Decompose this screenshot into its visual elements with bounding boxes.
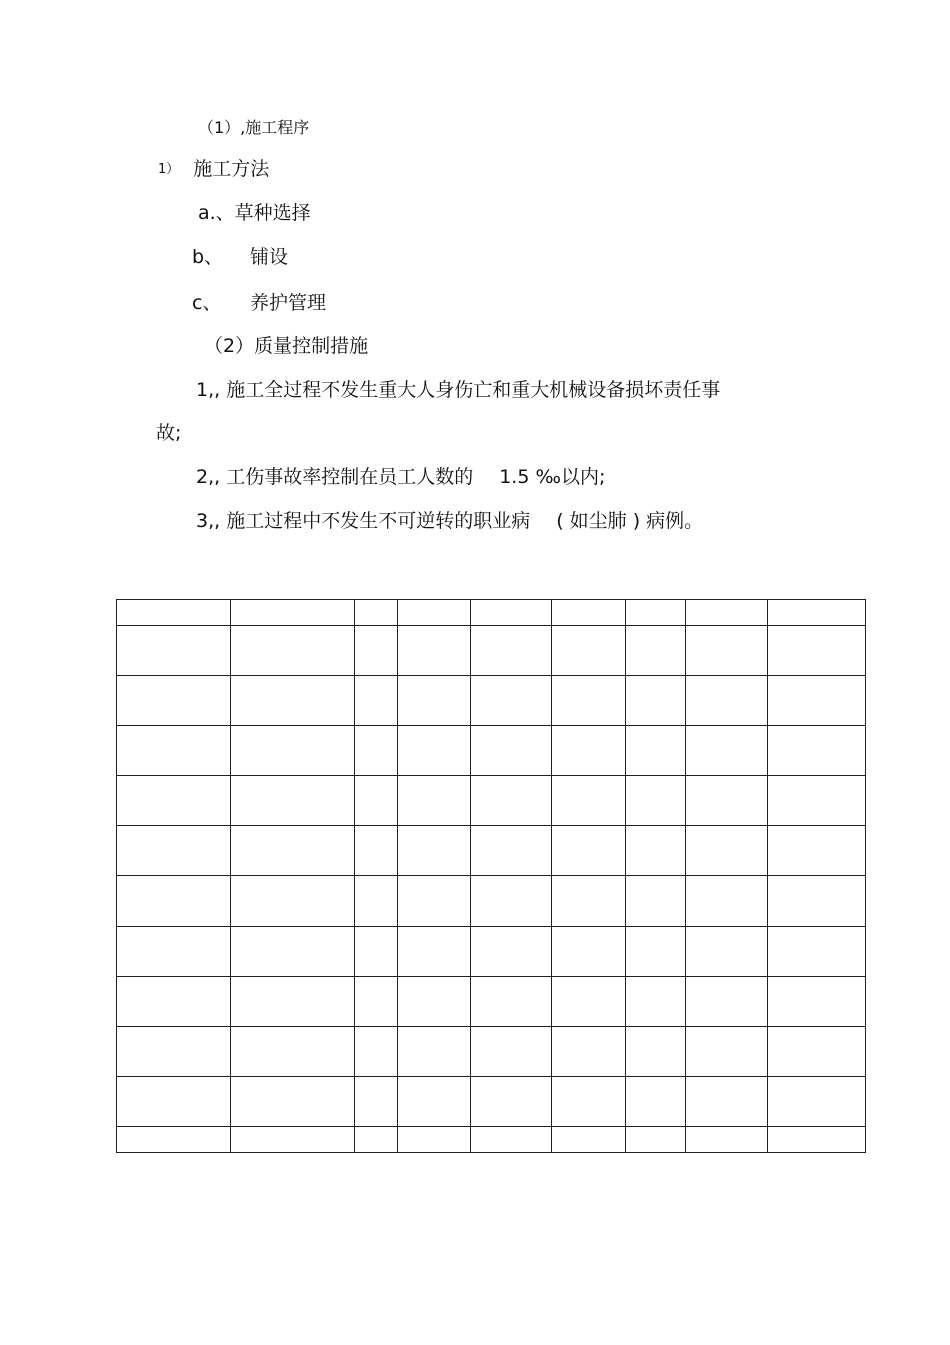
table-cell (231, 726, 355, 776)
table-cell (117, 600, 231, 626)
measure-2 (196, 468, 605, 487)
measure-1-line-1: 1,, 施工全过程不发生重大人身伤亡和重大机械设备损坏责任事 (196, 379, 721, 401)
table-cell (552, 1027, 626, 1077)
table-cell (686, 776, 768, 826)
table-cell (471, 676, 552, 726)
table-cell (355, 927, 398, 977)
table-row (117, 600, 866, 626)
measure-2-rate: 1.5 ‰以内; (499, 466, 606, 488)
table-row (117, 826, 866, 876)
item-grass-selection: a.、草种选择 (198, 202, 311, 224)
measure-3-example: ( 如尘肺 ) 病例。 (556, 510, 704, 532)
table-cell (552, 977, 626, 1027)
table-row (117, 626, 866, 676)
table-cell (231, 1077, 355, 1127)
table-cell (626, 1077, 686, 1127)
table-cell (626, 927, 686, 977)
item-maintenance (192, 294, 326, 313)
table-cell (355, 600, 398, 626)
table-cell (117, 626, 231, 676)
table-cell (471, 927, 552, 977)
table-cell (686, 676, 768, 726)
table-cell (552, 626, 626, 676)
section-heading-quality-control: （2）质量控制措施 (204, 335, 369, 357)
table-cell (231, 676, 355, 726)
table-cell (471, 600, 552, 626)
table-cell (626, 676, 686, 726)
table-cell (117, 927, 231, 977)
table-cell (355, 726, 398, 776)
table-cell (552, 676, 626, 726)
table-cell (471, 626, 552, 676)
item-laying (192, 248, 288, 267)
table-cell (626, 876, 686, 927)
item-marker: c、 (192, 292, 222, 314)
table-cell (626, 977, 686, 1027)
table-cell (231, 600, 355, 626)
table-cell (626, 626, 686, 676)
table-cell (626, 1027, 686, 1077)
table-cell (471, 776, 552, 826)
table-cell (398, 876, 471, 927)
subheading-construction-method (158, 160, 269, 179)
table-cell (768, 977, 866, 1027)
table-cell (626, 776, 686, 826)
table-cell (686, 1077, 768, 1127)
table-cell (471, 1127, 552, 1153)
table-cell (768, 876, 866, 927)
table-cell (355, 776, 398, 826)
table-cell (355, 676, 398, 726)
table-cell (117, 1077, 231, 1127)
table-cell (117, 977, 231, 1027)
table-cell (471, 1027, 552, 1077)
table-cell (117, 1027, 231, 1077)
table-cell (552, 876, 626, 927)
subheading-number: 1） (158, 162, 180, 177)
table-cell (398, 1027, 471, 1077)
table-cell (768, 776, 866, 826)
table-row (117, 776, 866, 826)
table-cell (768, 600, 866, 626)
table-cell (686, 626, 768, 676)
table-cell (117, 776, 231, 826)
blank-grid-table (116, 599, 866, 1153)
table-cell (471, 726, 552, 776)
measure-3-text: 3,, 施工过程中不发生不可逆转的职业病 (196, 510, 531, 532)
table-cell (355, 1027, 398, 1077)
table-cell (686, 1027, 768, 1077)
table-cell (231, 1027, 355, 1077)
table-cell (398, 676, 471, 726)
table-cell (552, 1077, 626, 1127)
table-cell (768, 927, 866, 977)
table-cell (686, 927, 768, 977)
table-cell (398, 626, 471, 676)
table-cell (398, 600, 471, 626)
table-cell (471, 876, 552, 927)
section-heading-procedure: （1）,施工程序 (198, 118, 310, 137)
table-cell (231, 876, 355, 927)
table-row (117, 726, 866, 776)
table-cell (626, 726, 686, 776)
measure-3 (196, 512, 703, 531)
table-cell (398, 826, 471, 876)
table-cell (768, 1077, 866, 1127)
table-cell (355, 876, 398, 927)
table-cell (117, 876, 231, 927)
table-cell (355, 977, 398, 1027)
table-cell (231, 1127, 355, 1153)
table-cell (552, 776, 626, 826)
table-cell (231, 927, 355, 977)
table-cell (471, 826, 552, 876)
table-cell (686, 726, 768, 776)
table-cell (117, 676, 231, 726)
table-cell (355, 1077, 398, 1127)
table-row (117, 927, 866, 977)
table-cell (471, 1077, 552, 1127)
table-cell (117, 726, 231, 776)
table-row (117, 977, 866, 1027)
table-cell (398, 776, 471, 826)
table-cell (552, 826, 626, 876)
table-row (117, 1127, 866, 1153)
table-row (117, 1077, 866, 1127)
table-cell (355, 626, 398, 676)
table-cell (552, 1127, 626, 1153)
table-cell (626, 600, 686, 626)
table-cell (552, 600, 626, 626)
table-cell (686, 600, 768, 626)
table-cell (768, 1127, 866, 1153)
item-marker: b、 (192, 246, 224, 268)
table-cell (231, 826, 355, 876)
subheading-text: 施工方法 (193, 158, 270, 180)
table-cell (398, 1127, 471, 1153)
item-text: 养护管理 (250, 292, 327, 314)
measure-1-line-2: 故; (156, 422, 182, 444)
table-cell (231, 776, 355, 826)
table-cell (231, 626, 355, 676)
table-cell (768, 826, 866, 876)
table-cell (398, 1077, 471, 1127)
table-cell (686, 876, 768, 927)
table-cell (686, 826, 768, 876)
table-cell (626, 826, 686, 876)
table-cell (398, 927, 471, 977)
table-row (117, 876, 866, 927)
item-text: 铺设 (250, 246, 289, 268)
measure-2-text: 2,, 工伤事故率控制在员工人数的 (196, 466, 474, 488)
table-cell (355, 1127, 398, 1153)
table-cell (768, 1027, 866, 1077)
table-row (117, 676, 866, 726)
table-cell (117, 826, 231, 876)
table-cell (552, 927, 626, 977)
table-cell (626, 1127, 686, 1153)
table-cell (686, 1127, 768, 1153)
table-cell (768, 676, 866, 726)
table-row (117, 1027, 866, 1077)
table-cell (398, 977, 471, 1027)
table-cell (552, 726, 626, 776)
table-cell (398, 726, 471, 776)
table-cell (231, 977, 355, 1027)
table-cell (355, 826, 398, 876)
table-cell (471, 977, 552, 1027)
table-cell (768, 726, 866, 776)
table-cell (768, 626, 866, 676)
table-cell (686, 977, 768, 1027)
table-cell (117, 1127, 231, 1153)
